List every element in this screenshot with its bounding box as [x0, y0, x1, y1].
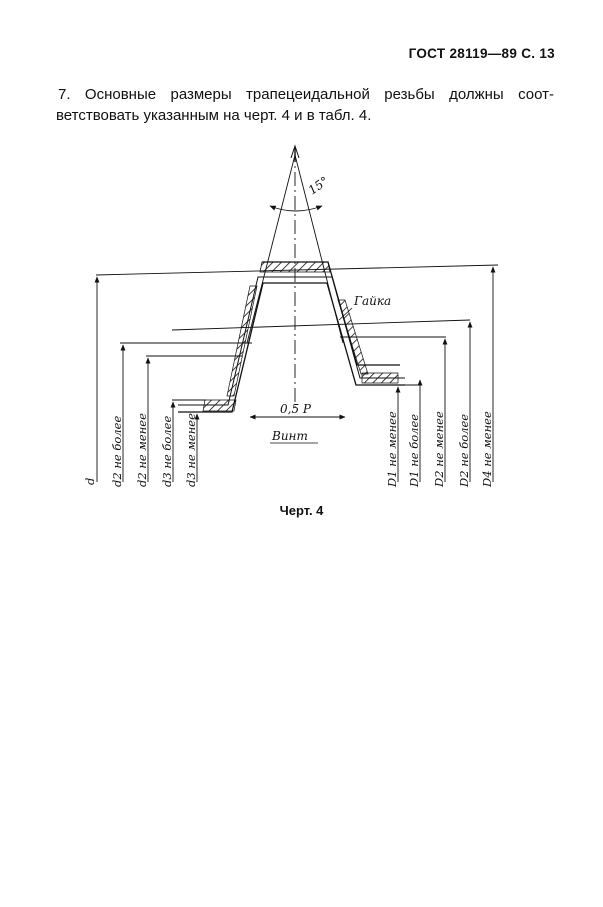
label-d2-max: d2 не более	[110, 415, 124, 487]
thread-profile-drawing	[0, 140, 603, 500]
label-D2-min: D2 не менее	[432, 411, 446, 487]
angle-arc	[270, 206, 322, 211]
label-d2-min: d2 не менее	[135, 413, 149, 487]
label-d: d	[83, 477, 97, 485]
label-D1-max: D1 не более	[407, 413, 421, 487]
body-paragraph	[58, 84, 554, 126]
screw-label: Винт	[272, 429, 308, 443]
hatch-left-flank	[227, 286, 257, 396]
angle-label: 15°	[305, 173, 332, 198]
label-D4-min: D4 не менее	[480, 411, 494, 487]
paragraph-line-2: ветствовать указанным на черт. 4 и в табл. 4.	[56, 107, 372, 124]
nut-label: Гайка	[354, 294, 392, 308]
paragraph-line-1: 7. Основные размеры трапецеидальной резьбы должны соот-	[58, 86, 554, 103]
hatch-left-root	[203, 400, 236, 411]
pitch-label: 0,5 P	[280, 402, 311, 416]
label-d3-min: d3 не менее	[184, 413, 198, 487]
figure-caption: Черт. 4	[279, 503, 324, 518]
label-D2-max: D2 не более	[457, 413, 471, 487]
hatch-right-root	[362, 373, 398, 383]
label-D1-min: D1 не менее	[385, 411, 399, 487]
label-d3-max: d3 не более	[160, 415, 174, 487]
page-header: ГОСТ 28119—89 С. 13	[408, 46, 555, 61]
flank-extension-left	[247, 155, 295, 343]
